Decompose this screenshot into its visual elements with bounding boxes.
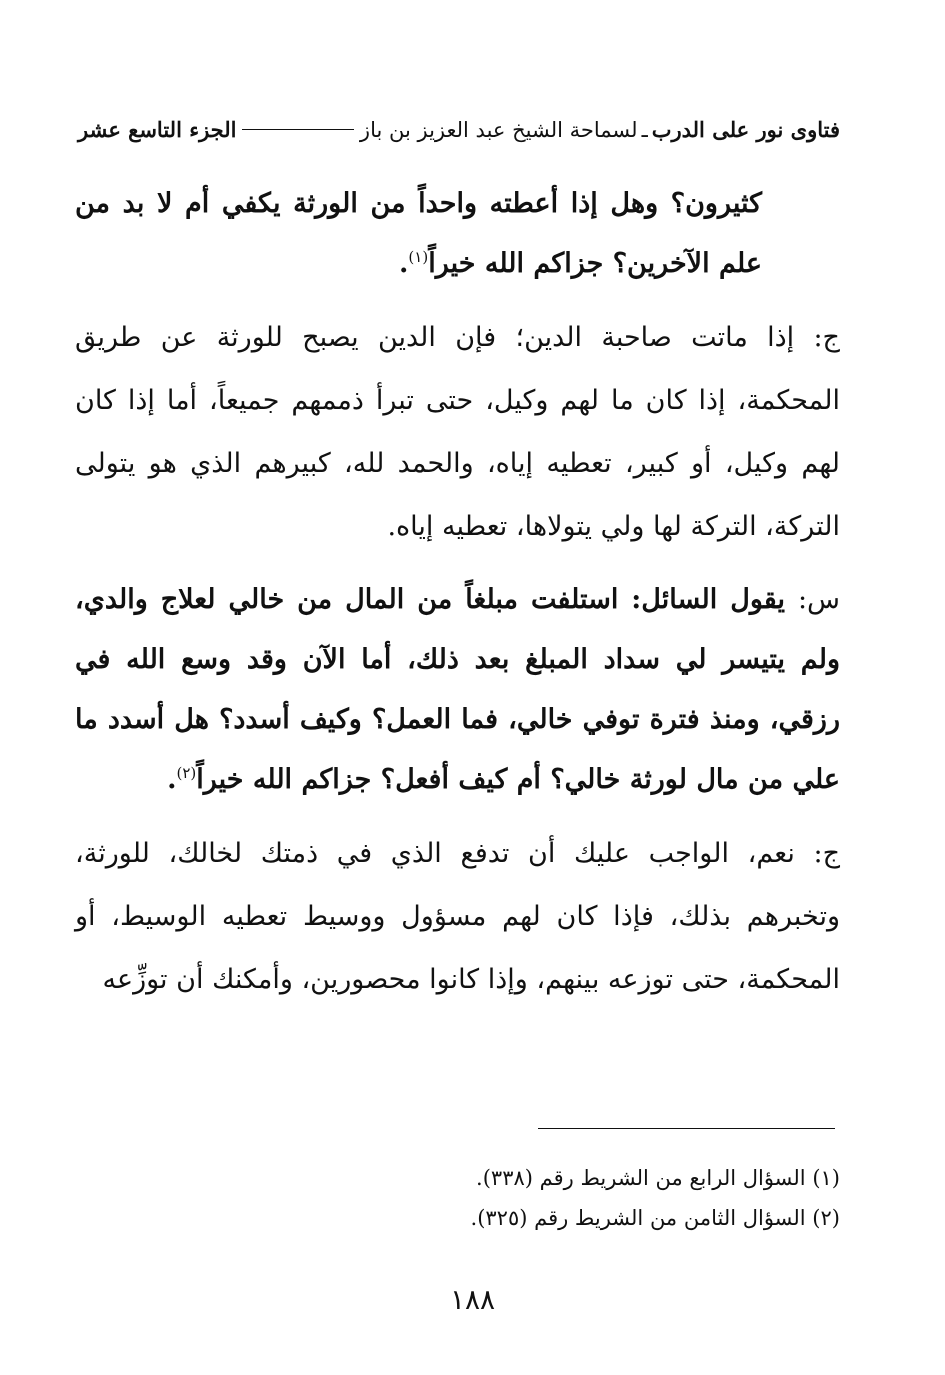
book-title: فتاوى نور على الدرب (651, 117, 840, 142)
header-rule (242, 129, 353, 130)
question-continuation: كثيرون؟ وهل إذا أعطته واحداً من الورثة يكفي أم لا بد من علم الآخرين؟ جزاكم الله خيراً$^{(١)}$. (75, 188, 762, 279)
main-text (75, 174, 840, 1011)
question-label: س: (797, 584, 840, 615)
question-2-text: يقول السائل: استلفت مبلغاً من المال من خالي لعلاج والدي، ولم يتيسر لي سداد المبلغ بعد ذلك، أما الآن وقد وسع الله في رزقي، ومنذ فترة توفي خالي، فما العمل؟ وكيف أسدد؟ هل أسدد ما علي من مال لورثة خالي؟ أم كيف أفعل؟ جزاكم الله خيراً (75, 584, 840, 795)
footnote-ref-2: (٢) (176, 764, 197, 782)
page-number: ١٨٨ (449, 1283, 496, 1316)
footnote-divider (538, 1128, 835, 1129)
running-header (78, 115, 840, 145)
footnote-2: (٢) السؤال الثامن من الشريط رقم (٣٢٥). (470, 1206, 840, 1230)
part-title: الجزء التاسع عشر (78, 117, 237, 142)
answer-1: ج: إذا ماتت صاحبة الدين؛ فإن الدين يصبح للورثة عن طريق المحكمة، إذا كان ما لهم وكيل، حتى تبرأ ذممهم جميعاً، أما إذا كان لهم وكيل، أو كبير، تعطيه إياه، والحمد لله، كبيرهم الذي هو يتولى التركة، التركة لها ولي يتولاها، تعطيه إياه. (75, 322, 840, 542)
header-separator: ـ (641, 118, 648, 142)
author-name: لسماحة الشيخ عبد العزيز بن باز (359, 118, 638, 142)
question-1-text: كثيرون؟ وهل إذا أعطته واحداً من الورثة يكفي أم لا بد من علم الآخرين؟ جزاكم الله خيراً (75, 188, 762, 279)
footnote-1: (١) السؤال الرابع من الشريط رقم (٣٣٨). (476, 1166, 840, 1190)
footnote-ref-1: (١) (408, 248, 429, 266)
question-2: س: يقول السائل: استلفت مبلغاً من المال من خالي لعلاج والدي، ولم يتيسر لي سداد المبلغ بعد ذلك، أما الآن وقد وسع الله في رزقي، ومنذ فترة توفي خالي، فما العمل؟ وكيف أسدد؟ هل أسدد ما علي من مال لورثة خالي؟ أم كيف أفعل؟ جزاكم الله خيراً$^{(٢)}$. (75, 584, 840, 795)
answer-2: ج: نعم، الواجب عليك أن تدفع الذي في ذمتك لخالك، للورثة، وتخبرهم بذلك، فإذا كان لهم مسؤول ووسيط تعطيه الوسيط، أو المحكمة، حتى توزعه بينهم، وإذا كانوا محصورين، وأمكنك أن توزِّعه (75, 838, 840, 995)
footnotes (300, 1158, 840, 1238)
